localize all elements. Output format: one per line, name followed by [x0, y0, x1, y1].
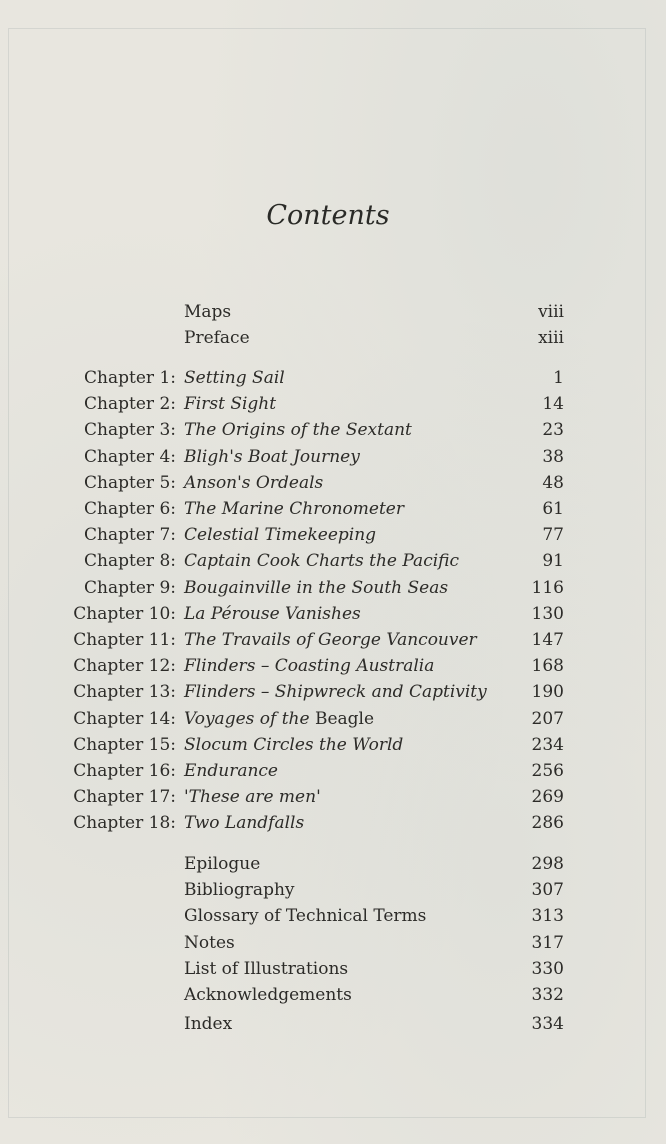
- toc-row: [0, 680, 666, 704]
- toc-row: [0, 523, 666, 547]
- entry-title: [184, 904, 426, 928]
- entry-title: [184, 1012, 232, 1036]
- page-number: 317: [531, 933, 564, 953]
- entry-title-text: Anson's Ordeals: [184, 473, 324, 493]
- chapter-label: Chapter 15:: [73, 735, 176, 755]
- page-number: 130: [531, 604, 564, 624]
- chapter-label: Chapter 6:: [84, 499, 176, 519]
- entry-title: [184, 680, 487, 704]
- chapter-label: Chapter 2:: [84, 394, 176, 414]
- page-number: 298: [531, 854, 564, 874]
- entry-title-text: The Marine Chronometer: [184, 499, 404, 519]
- page-number: 269: [531, 787, 564, 807]
- page-number: 190: [531, 682, 564, 702]
- entry-title: [184, 878, 295, 902]
- page-number: 234: [531, 735, 564, 755]
- page-number: xiii: [538, 328, 564, 348]
- chapter-label: Chapter 16:: [73, 761, 176, 781]
- chapter-label: Chapter 17:: [73, 787, 176, 807]
- entry-title: [184, 523, 376, 547]
- page-number: 91: [542, 551, 564, 571]
- entry-title-text: Flinders – Shipwreck and Captivity: [184, 682, 487, 702]
- toc-row: [0, 366, 666, 390]
- entry-title-text: Bibliography: [184, 880, 295, 900]
- toc-row: [0, 576, 666, 600]
- toc-row: [0, 549, 666, 573]
- chapter-label: Chapter 4:: [84, 447, 176, 467]
- page-number: 256: [531, 761, 564, 781]
- entry-title: [184, 576, 448, 600]
- entry-title: [184, 852, 260, 876]
- entry-title-text: First Sight: [184, 394, 277, 414]
- toc-row: [0, 707, 666, 731]
- entry-title-text: List of Illustrations: [184, 959, 349, 979]
- entry-title-ship-name: Beagle: [314, 709, 375, 729]
- page-number: 334: [531, 1014, 564, 1034]
- entry-title-text: Endurance: [184, 761, 278, 781]
- entry-title-text: Celestial Timekeeping: [184, 525, 377, 545]
- entry-title-text: Flinders – Coasting Australia: [184, 656, 435, 676]
- toc-row: [0, 811, 666, 835]
- entry-title-text: Slocum Circles the World: [184, 735, 404, 755]
- toc-row: [0, 654, 666, 678]
- entry-title-text: Glossary of Technical Terms: [184, 906, 427, 926]
- page-number: 330: [531, 959, 564, 979]
- toc-row: [0, 983, 666, 1007]
- entry-title-text: The Travails of George Vancouver: [184, 630, 477, 650]
- chapter-label: Chapter 7:: [84, 525, 176, 545]
- toc-row: [0, 759, 666, 783]
- toc-row: [0, 931, 666, 955]
- toc-row: [0, 852, 666, 876]
- toc-row: [0, 418, 666, 442]
- entry-title-text: Bligh's Boat Journey: [184, 447, 360, 467]
- entry-title: [184, 628, 477, 652]
- toc-row: [0, 904, 666, 928]
- page-number: 48: [542, 473, 564, 493]
- chapter-label: Chapter 18:: [73, 813, 176, 833]
- toc-row: [0, 733, 666, 757]
- toc-row: [0, 497, 666, 521]
- page-number: 168: [531, 656, 564, 676]
- page-number: viii: [538, 302, 564, 322]
- chapter-label: Chapter 11:: [73, 630, 176, 650]
- entry-title: [184, 366, 285, 390]
- page-number: 207: [531, 709, 564, 729]
- chapter-label: Chapter 10:: [73, 604, 176, 624]
- toc-row: [0, 392, 666, 416]
- toc-row: [0, 445, 666, 469]
- entry-title: [184, 445, 360, 469]
- page-number: 307: [531, 880, 564, 900]
- entry-title-text: La Pérouse Vanishes: [184, 604, 361, 624]
- toc-row: [0, 1012, 666, 1036]
- entry-title: [184, 497, 404, 521]
- chapter-label: Chapter 9:: [84, 578, 176, 598]
- entry-title: [184, 300, 231, 324]
- entry-title-text: Preface: [184, 328, 250, 348]
- entry-title-text: Maps: [184, 302, 232, 322]
- page-number: 147: [531, 630, 564, 650]
- toc-row: [0, 785, 666, 809]
- entry-title-text: 'These are men': [184, 787, 321, 807]
- entry-title-text: Voyages of the: [184, 709, 310, 729]
- entry-title-text: Bougainville in the South Seas: [184, 578, 449, 598]
- page-number: 77: [542, 525, 564, 545]
- entry-title: [184, 707, 374, 731]
- page-number: 116: [531, 578, 564, 598]
- entry-title: [184, 785, 321, 809]
- entry-title: [184, 471, 323, 495]
- toc-row: [0, 602, 666, 626]
- page-number: 14: [542, 394, 564, 414]
- entry-title-text: Two Landfalls: [184, 813, 305, 833]
- toc-row: [0, 878, 666, 902]
- chapter-label: Chapter 12:: [73, 656, 176, 676]
- entry-title: [184, 983, 352, 1007]
- chapter-label: Chapter 1:: [84, 368, 176, 388]
- entry-title: [184, 957, 348, 981]
- entry-title-text: Acknowledgements: [184, 985, 352, 1005]
- entry-title: [184, 326, 250, 350]
- toc-row: [0, 471, 666, 495]
- toc-row: [0, 300, 666, 324]
- chapter-label: Chapter 14:: [73, 709, 176, 729]
- entry-title: [184, 931, 235, 955]
- entry-title-text: Index: [184, 1014, 233, 1034]
- page-number: 38: [542, 447, 564, 467]
- contents-title: Contents: [266, 200, 390, 231]
- page-number: 313: [531, 906, 564, 926]
- page-number: 61: [542, 499, 564, 519]
- page-number: 23: [542, 420, 564, 440]
- chapter-label: Chapter 5:: [84, 473, 176, 493]
- entry-title: [184, 811, 304, 835]
- toc-row: [0, 628, 666, 652]
- entry-title: [184, 654, 434, 678]
- page-number: 1: [553, 368, 564, 388]
- entry-title-text: Epilogue: [184, 854, 261, 874]
- page-number: 332: [531, 985, 564, 1005]
- entry-title: [184, 392, 276, 416]
- toc-row: [0, 957, 666, 981]
- entry-title: [184, 549, 459, 573]
- entry-title: [184, 602, 361, 626]
- chapter-label: Chapter 3:: [84, 420, 176, 440]
- entry-title-text: The Origins of the Sextant: [184, 420, 412, 440]
- entry-title-text: Setting Sail: [184, 368, 285, 388]
- entry-title: [184, 418, 412, 442]
- entry-title-text: Notes: [184, 933, 235, 953]
- page-number: 286: [531, 813, 564, 833]
- chapter-label: Chapter 13:: [73, 682, 176, 702]
- entry-title-text: Captain Cook Charts the Pacific: [184, 551, 460, 571]
- entry-title: [184, 733, 403, 757]
- chapter-label: Chapter 8:: [84, 551, 176, 571]
- entry-title: [184, 759, 278, 783]
- toc-row: [0, 326, 666, 350]
